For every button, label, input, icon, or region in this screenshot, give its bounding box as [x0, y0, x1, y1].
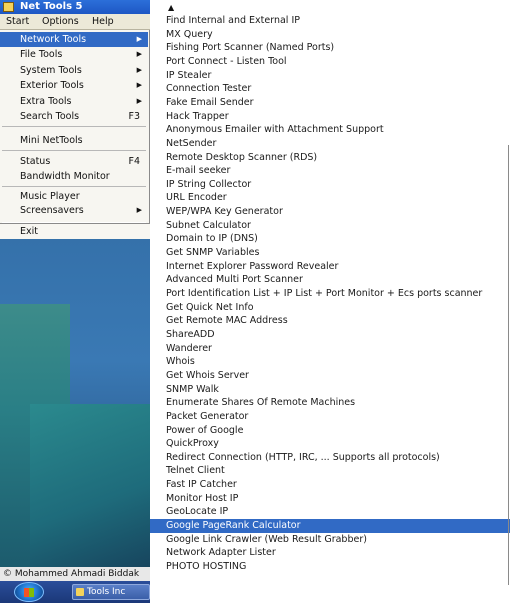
submenu-item[interactable]: Google PageRank Calculator	[150, 519, 510, 533]
submenu-item[interactable]: Subnet Calculator	[166, 219, 251, 231]
shortcut-label: F3	[128, 111, 140, 122]
submenu-item[interactable]: Connection Tester	[166, 83, 252, 95]
submenu-item[interactable]: Packet Generator	[166, 410, 249, 422]
submenu-item[interactable]: WEP/WPA Key Generator	[166, 206, 283, 218]
windows-logo-icon	[24, 588, 34, 597]
submenu-item[interactable]: Power of Google	[166, 424, 244, 436]
submenu-item[interactable]: NetSender	[166, 137, 217, 149]
dropdown-item-mini-nettools[interactable]: Mini NetTools	[20, 135, 83, 146]
copyright-caption: © Mohammed Ahmadi Biddak	[0, 567, 150, 581]
background-image	[0, 224, 150, 567]
app-icon	[3, 2, 14, 12]
taskbar	[0, 581, 150, 603]
dropdown-item-bandwidth-monitor[interactable]: Bandwidth Monitor	[20, 171, 110, 182]
dropdown-item-system-tools[interactable]: System Tools ▶	[20, 65, 142, 76]
submenu-item[interactable]: Hack Trapper	[166, 110, 229, 122]
submenu-item[interactable]: Port Connect - Listen Tool	[166, 55, 287, 67]
start-button[interactable]	[14, 582, 44, 602]
submenu-item[interactable]: E-mail seeker	[166, 165, 231, 177]
submenu-item[interactable]: Enumerate Shares Of Remote Machines	[166, 397, 356, 409]
menu-bar	[0, 14, 150, 30]
taskbar-button[interactable]: Tools Inc	[72, 584, 150, 600]
dropdown-item-screensavers[interactable]: Screensavers ▶	[20, 205, 142, 216]
menu-separator	[2, 150, 146, 151]
submenu-item[interactable]: Network Adapter Lister	[166, 547, 276, 559]
submenu-arrow-icon: ▶	[136, 97, 142, 105]
submenu-item[interactable]: Redirect Connection (HTTP, IRC, ... Supports all protocols)	[166, 451, 440, 463]
submenu-item[interactable]: IP String Collector	[166, 178, 252, 190]
dropdown-item-search-tools[interactable]: Search Tools F3	[20, 111, 140, 122]
app-window	[0, 0, 150, 603]
window-title: Net Tools 5	[20, 1, 83, 12]
submenu-item[interactable]: IP Stealer	[166, 69, 212, 81]
submenu-item[interactable]: Get Remote MAC Address	[166, 315, 288, 327]
submenu-item[interactable]: Anonymous Emailer with Attachment Support	[166, 124, 384, 136]
submenu-item[interactable]: Port Identification List + IP List + Port Monitor + Ecs ports scanner	[166, 288, 483, 299]
submenu-item[interactable]: Telnet Client	[166, 465, 225, 477]
title-bar	[0, 0, 150, 14]
submenu-item[interactable]: MX Query	[166, 28, 213, 40]
submenu-item[interactable]: Find Internal and External IP	[166, 15, 300, 26]
submenu-item[interactable]: SNMP Walk	[166, 383, 219, 395]
dropdown-item-exterior-tools[interactable]: Exterior Tools ▶	[20, 80, 142, 91]
submenu-item[interactable]: Fake Email Sender	[166, 96, 254, 108]
submenu-item[interactable]: Internet Explorer Password Revealer	[166, 260, 339, 272]
submenu-item[interactable]: Domain to IP (DNS)	[166, 233, 258, 245]
shortcut-label: F4	[128, 156, 140, 167]
dropdown-item-network-tools[interactable]: Network Tools ▶	[0, 32, 148, 47]
submenu-item[interactable]: ShareADD	[166, 328, 215, 340]
menu-start[interactable]: Start	[6, 16, 30, 27]
submenu-item[interactable]: Fishing Port Scanner (Named Ports)	[166, 42, 335, 54]
dropdown-item-file-tools[interactable]: File Tools ▶	[20, 49, 142, 60]
submenu-border	[508, 145, 509, 585]
submenu-item[interactable]: Get Whois Server	[166, 369, 249, 381]
submenu-arrow-icon: ▶	[136, 206, 142, 214]
submenu-arrow-icon: ▶	[136, 66, 142, 74]
submenu-item[interactable]: PHOTO HOSTING	[166, 561, 247, 572]
submenu-arrow-icon: ▶	[136, 81, 142, 89]
submenu-item[interactable]: Monitor Host IP	[166, 492, 239, 504]
submenu-item[interactable]: GeoLocate IP	[166, 506, 229, 518]
menu-help[interactable]: Help	[92, 16, 114, 27]
menu-options[interactable]: Options	[42, 16, 79, 27]
start-dropdown	[0, 30, 150, 224]
submenu-item[interactable]: URL Encoder	[166, 192, 227, 204]
submenu-item[interactable]: Remote Desktop Scanner (RDS)	[166, 151, 318, 163]
submenu-item[interactable]: QuickProxy	[166, 438, 219, 450]
menu-separator	[2, 186, 146, 187]
dropdown-item-extra-tools[interactable]: Extra Tools ▶	[20, 96, 142, 107]
dropdown-item-music-player[interactable]: Music Player	[20, 191, 80, 202]
submenu-item[interactable]: Fast IP Catcher	[166, 479, 237, 491]
submenu-arrow-icon: ▶	[136, 50, 142, 58]
app-icon	[76, 588, 84, 596]
submenu-item[interactable]: Get Quick Net Info	[166, 301, 254, 313]
scroll-up-icon[interactable]: ▲	[168, 3, 175, 12]
menu-separator	[2, 126, 146, 127]
submenu-item[interactable]: Wanderer	[166, 342, 212, 354]
menu-separator	[2, 222, 146, 223]
dropdown-item-exit[interactable]: Exit	[0, 224, 150, 239]
dropdown-item-status[interactable]: Status F4	[20, 156, 140, 167]
submenu-item[interactable]: Google Link Crawler (Web Result Grabber)	[166, 533, 367, 545]
submenu-item[interactable]: Get SNMP Variables	[166, 247, 260, 259]
submenu-arrow-icon: ▶	[136, 35, 142, 43]
submenu-item[interactable]: Advanced Multi Port Scanner	[166, 274, 303, 286]
network-tools-submenu	[150, 0, 512, 603]
submenu-item[interactable]: Whois	[166, 356, 195, 368]
